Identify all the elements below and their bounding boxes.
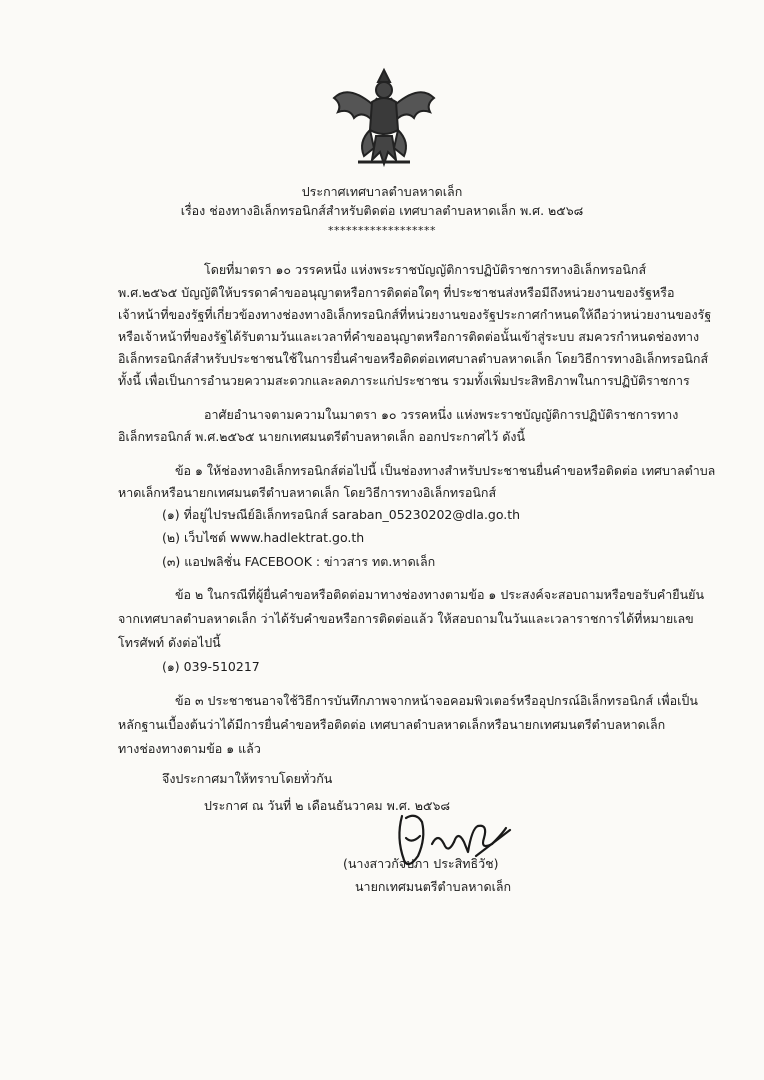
paragraph-1-line: หรือเจ้าหน้าที่ของรัฐได้รับตามวันและเวลาที่คำขออนุญาตหรือการติดต่อนั้นเข้าสู่ระบบ สมควรกำหนดช่องทาง [118,329,700,344]
paragraph-1-line: ทั้งนี้ เพื่อเป็นการอำนวยความสะดวกและลดภาระแก่ประชาชน รวมทั้งเพิ่มประสิทธิภาพในการปฏิบัติราชการ [118,373,690,388]
article-2-line: จากเทศบาลตำบลหาดเล็ก ว่าได้รับคำขอหรือการติดต่อแล้ว ให้สอบถามในวันและเวลาราชการได้ที่หมายเลข [118,611,694,626]
announcement-title: ประกาศเทศบาลตำบลหาดเล็ก [301,184,463,199]
article-3-line: หลักฐานเบื้องต้นว่าได้มีการยื่นคำขอหรือติดต่อ เทศบาลตำบลหาดเล็กหรือนายกเทศมนตรีตำบลหาดเล็ก [118,717,666,732]
article-2-line: โทรศัพท์ ดังต่อไปนี้ [118,635,221,650]
signatory-name: (นางสาวกัจปภา ประสิทธิวัช) [343,856,499,871]
announcement-date: ประกาศ ณ วันที่ ๒ เดือนธันวาคม พ.ศ. ๒๕๖๘ [204,798,451,813]
article-3-line: ข้อ ๓ ประชาชนอาจใช้วิธีการบันทึกภาพจากหน้าจอคอมพิวเตอร์หรืออุปกรณ์อิเล็กทรอนิกส์ เพื่อเป็น [175,693,698,708]
article-3-line: ทางช่องทางตามข้อ ๑ แล้ว [118,741,261,756]
channel-email: (๑) ที่อยู่ไปรษณีย์อิเล็กทรอนิกส์ saraban_05230202@dla.go.th [162,507,521,522]
paragraph-1-line: อิเล็กทรอนิกส์สำหรับประชาชนใช้ในการยื่นคำขอหรือติดต่อเทศบาลตำบลหาดเล็ก โดยวิธีการทางอิเล็กทรอนิกส์ [118,351,709,366]
signatory-position: นายกเทศมนตรีตำบลหาดเล็ก [355,879,512,894]
paragraph-2-line: อิเล็กทรอนิกส์ พ.ศ.๒๕๖๕ นายกเทศมนตรีตำบลหาดเล็ก ออกประกาศไว้ ดังนี้ [118,429,525,444]
article-1-line: ข้อ ๑ ให้ช่องทางอิเล็กทรอนิกส์ต่อไปนี้ เป็นช่องทางสำหรับประชาชนยื่นคำขอหรือติดต่อ เทศบาลตำบล [175,463,716,478]
announcement-subject: เรื่อง ช่องทางอิเล็กทรอนิกส์สำหรับติดต่อ เทศบาลตำบลหาดเล็ก พ.ศ. ๒๕๖๘ [180,203,584,218]
channel-facebook: (๓) แอปพลิชั่น FACEBOOK : ข่าวสาร ทต.หาดเล็ก [162,554,436,569]
paragraph-1-line: พ.ศ.๒๕๖๕ บัญญัติให้บรรดาคำขออนุญาตหรือการติดต่อใดๆ ที่ประชาชนส่งหรือมีถึงหน่วยงานของรัฐหรือ [118,285,675,300]
paragraph-1-line: โดยที่มาตรา ๑๐ วรรคหนึ่ง แห่งพระราชบัญญัติการปฏิบัติราชการทางอิเล็กทรอนิกส์ [204,262,647,277]
garuda-emblem [328,64,440,170]
paragraph-1-line: เจ้าหน้าที่ของรัฐที่เกี่ยวข้องทางช่องทางอิเล็กทรอนิกส์ที่หน่วยงานของรัฐประกาศกำหนดให้ถือว่าหน่วยงานของรัฐ [118,307,712,322]
article-1-line: หาดเล็กหรือนายกเทศมนตรีตำบลหาดเล็ก โดยวิธีการทางอิเล็กทรอนิกส์ [118,485,497,500]
phone-number: (๑) 039-510217 [162,659,260,674]
channel-website: (๒) เว็บไซต์ www.hadlektrat.go.th [162,530,365,545]
article-2-line: ข้อ ๒ ในกรณีที่ผู้ยื่นคำขอหรือติดต่อมาทางช่องทางตามข้อ ๑ ประสงค์จะสอบถามหรือขอรับคำยืนยัน [175,587,705,602]
closing-text: จึงประกาศมาให้ทราบโดยทั่วกัน [162,771,333,786]
paragraph-2-line: อาศัยอำนาจตามความในมาตรา ๑๐ วรรคหนึ่ง แห่งพระราชบัญญัติการปฏิบัติราชการทาง [204,407,679,422]
separator-stars: ****************** [328,224,436,237]
